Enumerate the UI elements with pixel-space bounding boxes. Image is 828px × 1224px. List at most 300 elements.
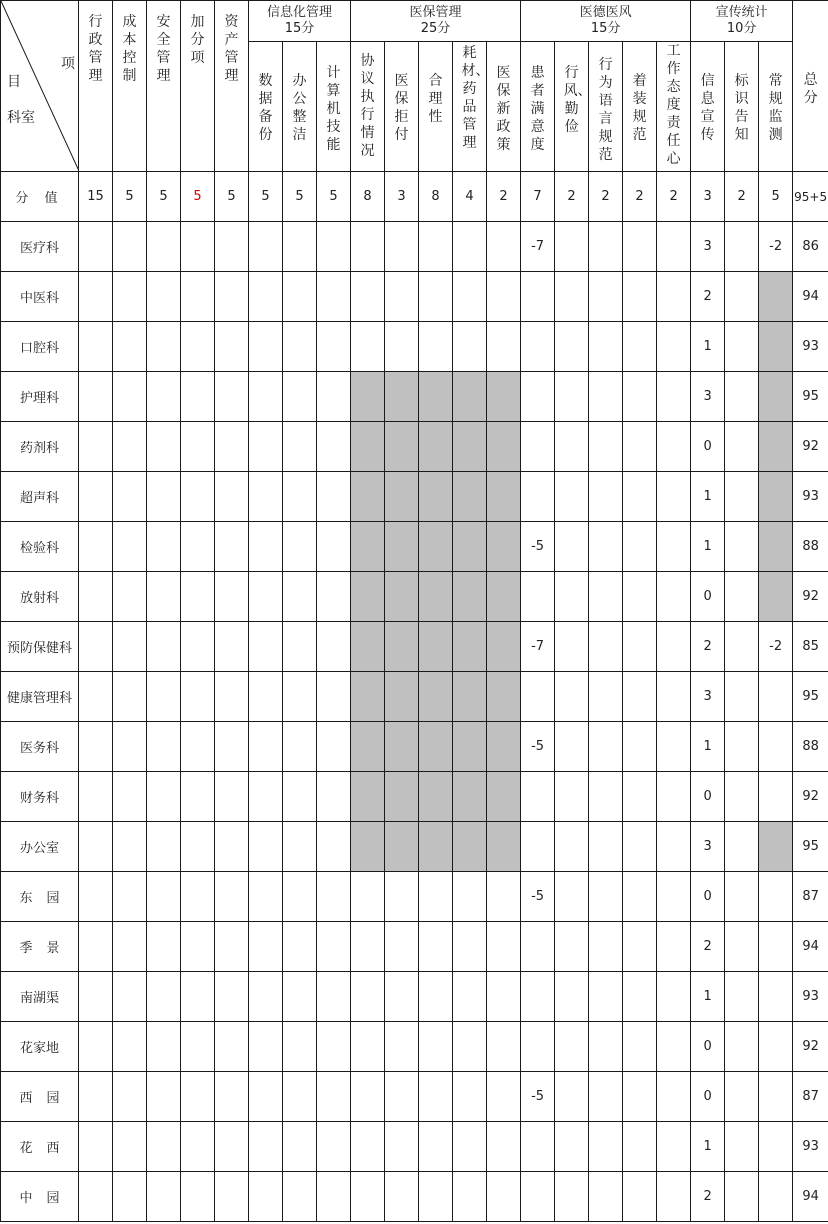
ethics-cell [657,222,691,272]
sub-header-language: 行为语言规范 [589,42,623,172]
ethics-cell [555,522,589,572]
score-cell [283,722,317,772]
table-row [1,572,828,622]
score-cell [215,672,249,722]
ethics-cell [657,1022,691,1072]
score-cell [215,372,249,422]
signage-cell [725,622,759,672]
score-value: 5 [249,172,283,222]
score-cell [317,322,351,372]
medins-cell [419,472,453,522]
signage-cell [725,1072,759,1122]
medins-cell [351,872,385,922]
table-row [1,772,828,822]
medins-cell [487,1172,521,1222]
score-cell [215,622,249,672]
score-value: 5 [215,172,249,222]
info-publicity-cell: 3 [691,822,725,872]
sub-header-info-publicity: 信息宣传 [691,42,725,172]
monitoring-cell [759,522,793,572]
ethics-cell [623,1022,657,1072]
ethics-cell [555,872,589,922]
medins-cell [351,1122,385,1172]
score-cell [181,322,215,372]
medins-cell [453,572,487,622]
score-cell [215,322,249,372]
medins-cell [419,922,453,972]
ethics-cell [589,322,623,372]
score-cell [249,1022,283,1072]
corner-header-cell [1,1,79,172]
medins-cell [487,972,521,1022]
ethics-cell [589,372,623,422]
sub-header-consumables: 耗材、药品管理 [453,42,487,172]
total-cell: 93 [793,1122,828,1172]
score-cell [249,372,283,422]
score-cell [249,622,283,672]
total-cell: 93 [793,322,828,372]
score-cell [215,872,249,922]
ethics-cell [657,322,691,372]
total-cell: 85 [793,622,828,672]
score-cell [147,222,181,272]
info-publicity-cell: 1 [691,722,725,772]
score-value: 15 [79,172,113,222]
ethics-cell [555,1172,589,1222]
table-row [1,972,828,1022]
dept-name-cell: 花西 [1,1122,79,1172]
table-row [1,872,828,922]
score-cell [249,972,283,1022]
score-cell [113,422,147,472]
info-publicity-cell: 1 [691,972,725,1022]
info-publicity-cell: 0 [691,422,725,472]
medins-cell [385,672,419,722]
medins-cell [419,772,453,822]
medins-cell [419,522,453,572]
ethics-cell [589,472,623,522]
signage-cell [725,572,759,622]
medins-cell [487,1122,521,1172]
dept-name-cell: 预防保健科 [1,622,79,672]
medins-cell [351,922,385,972]
sub-header-new-policy: 医保新政策 [487,42,521,172]
medins-cell [351,822,385,872]
signage-cell [725,972,759,1022]
group-header-medical-insurance: 医保管理 25分 [351,1,521,42]
score-cell [147,322,181,372]
medins-cell [385,222,419,272]
medins-cell [487,772,521,822]
score-cell [283,522,317,572]
score-cell [215,272,249,322]
ethics-cell [589,1122,623,1172]
medins-cell [453,1022,487,1072]
score-cell [181,872,215,922]
info-publicity-cell: 2 [691,622,725,672]
score-cell [181,422,215,472]
total-cell: 92 [793,572,828,622]
score-cell [113,972,147,1022]
dept-name-cell: 医务科 [1,722,79,772]
medins-cell [385,522,419,572]
score-cell [249,522,283,572]
table-row [1,822,828,872]
ethics-cell [589,522,623,572]
total-cell: 95 [793,822,828,872]
score-cell [249,422,283,472]
info-publicity-cell: 1 [691,522,725,572]
medins-cell [487,922,521,972]
monitoring-cell [759,1072,793,1122]
ethics-cell [657,422,691,472]
score-cell [249,672,283,722]
score-cell [181,922,215,972]
satisfaction-cell [521,772,555,822]
signage-cell [725,522,759,572]
table-row [1,722,828,772]
score-cell [181,472,215,522]
satisfaction-cell: -5 [521,522,555,572]
sub-header-rejection: 医保拒付 [385,42,419,172]
score-cell [317,1122,351,1172]
score-cell [215,522,249,572]
medins-cell [351,972,385,1022]
sub-header-monitoring: 常规监测 [759,42,793,172]
medins-cell [487,1072,521,1122]
monitoring-cell [759,1122,793,1172]
dept-name-cell: 医疗科 [1,222,79,272]
medins-cell [453,272,487,322]
score-value: 2 [725,172,759,222]
score-cell [283,622,317,672]
score-cell [181,522,215,572]
score-cell [181,972,215,1022]
ethics-cell [589,1022,623,1072]
score-cell [181,222,215,272]
score-cell [181,1072,215,1122]
satisfaction-cell [521,472,555,522]
satisfaction-cell [521,972,555,1022]
medins-cell [385,272,419,322]
medins-cell [385,1122,419,1172]
ethics-cell [657,772,691,822]
score-cell [215,1122,249,1172]
score-cell [147,422,181,472]
medins-cell [385,1022,419,1072]
score-cell [317,472,351,522]
score-cell [283,1122,317,1172]
total-cell: 95 [793,372,828,422]
ethics-cell [623,472,657,522]
score-cell [147,1022,181,1072]
medins-cell [453,1172,487,1222]
info-publicity-cell: 0 [691,1022,725,1072]
signage-cell [725,372,759,422]
medins-cell [419,972,453,1022]
table-row [1,472,828,522]
ethics-cell [623,422,657,472]
medins-cell [419,872,453,922]
medins-cell [419,372,453,422]
monitoring-cell [759,572,793,622]
sub-header-office-tidy: 办公整洁 [283,42,317,172]
score-cell [113,672,147,722]
satisfaction-cell [521,572,555,622]
dept-name-cell: 护理科 [1,372,79,422]
score-cell [317,1022,351,1072]
medins-cell [453,222,487,272]
total-cell: 92 [793,422,828,472]
score-value: 2 [657,172,691,222]
medins-cell [487,672,521,722]
score-cell [317,622,351,672]
satisfaction-cell: -5 [521,722,555,772]
score-cell [181,272,215,322]
signage-cell [725,222,759,272]
score-cell [79,372,113,422]
ethics-cell [589,1172,623,1222]
monitoring-cell [759,322,793,372]
score-cell [79,672,113,722]
signage-cell [725,322,759,372]
sub-header-computer-skill: 计算机技能 [317,42,351,172]
info-publicity-cell: 1 [691,472,725,522]
dept-name-cell: 中园 [1,1172,79,1222]
score-value: 2 [623,172,657,222]
ethics-cell [623,1072,657,1122]
signage-cell [725,472,759,522]
score-cell [181,772,215,822]
ethics-cell [657,1072,691,1122]
medins-cell [419,572,453,622]
medins-cell [351,222,385,272]
monitoring-cell [759,822,793,872]
ethics-cell [555,972,589,1022]
score-cell [181,722,215,772]
score-value: 5 [113,172,147,222]
total-cell: 94 [793,1172,828,1222]
total-cell: 88 [793,722,828,772]
medins-cell [385,1172,419,1222]
satisfaction-cell: -5 [521,872,555,922]
medins-cell [453,972,487,1022]
ethics-cell [589,722,623,772]
satisfaction-cell [521,372,555,422]
score-cell [147,822,181,872]
medins-cell [351,422,385,472]
score-cell [317,522,351,572]
info-publicity-cell: 2 [691,922,725,972]
medins-cell [385,572,419,622]
score-cell [113,872,147,922]
ethics-cell [555,572,589,622]
medins-cell [351,272,385,322]
total-cell: 94 [793,272,828,322]
ethics-cell [555,672,589,722]
score-cell [181,372,215,422]
ethics-cell [657,522,691,572]
score-cell [113,1172,147,1222]
score-cell [317,922,351,972]
monitoring-cell [759,672,793,722]
score-cell [79,1172,113,1222]
monitoring-cell [759,422,793,472]
total-cell: 87 [793,872,828,922]
score-cell [79,922,113,972]
ethics-cell [623,722,657,772]
score-cell [283,472,317,522]
satisfaction-cell [521,1122,555,1172]
score-cell [79,472,113,522]
signage-cell [725,272,759,322]
score-cell [283,922,317,972]
score-cell [317,372,351,422]
ethics-cell [589,422,623,472]
ethics-cell [589,772,623,822]
ethics-cell [623,1122,657,1172]
dept-name-cell: 口腔科 [1,322,79,372]
ethics-cell [657,622,691,672]
medins-cell [351,1072,385,1122]
medins-cell [385,872,419,922]
score-cell [317,422,351,472]
score-cell [113,322,147,372]
medins-cell [385,1072,419,1122]
score-cell [215,1172,249,1222]
score-cell [147,972,181,1022]
score-cell [113,772,147,822]
medins-cell [453,1122,487,1172]
score-cell [113,622,147,672]
dept-name-cell: 超声科 [1,472,79,522]
score-cell [215,1022,249,1072]
table-row [1,1022,828,1072]
ethics-cell [623,222,657,272]
score-cell [147,1172,181,1222]
ethics-cell [589,922,623,972]
score-cell [215,772,249,822]
dept-name-cell: 财务科 [1,772,79,822]
score-cell [79,222,113,272]
monitoring-cell: -2 [759,622,793,672]
medins-cell [385,922,419,972]
info-publicity-cell: 0 [691,572,725,622]
ethics-cell [589,572,623,622]
medins-cell [351,372,385,422]
score-cell [79,622,113,672]
ethics-cell [657,272,691,322]
ethics-cell [623,972,657,1022]
score-cell [317,822,351,872]
score-cell [181,622,215,672]
score-row [1,172,828,222]
dept-name-cell: 放射科 [1,572,79,622]
medins-cell [385,372,419,422]
medins-cell [487,522,521,572]
monitoring-cell [759,272,793,322]
medins-cell [385,722,419,772]
score-cell [113,1072,147,1122]
score-value: 2 [555,172,589,222]
monitoring-cell [759,1022,793,1072]
score-cell [113,222,147,272]
score-cell [215,922,249,972]
score-value: 7 [521,172,555,222]
medins-cell [385,972,419,1022]
col-header-admin: 行政管理 [79,1,113,172]
score-cell [317,222,351,272]
score-cell [317,1072,351,1122]
satisfaction-cell: -7 [521,622,555,672]
score-cell [283,822,317,872]
score-total: 95+5 [793,172,828,222]
info-publicity-cell: 3 [691,222,725,272]
score-cell [215,722,249,772]
score-cell [147,1072,181,1122]
score-cell [317,1172,351,1222]
ethics-cell [657,1122,691,1172]
group-header-publicity: 宣传统计 10分 [691,1,793,42]
table-row [1,422,828,472]
score-value: 5 [147,172,181,222]
medins-cell [487,572,521,622]
ethics-cell [623,922,657,972]
score-cell [215,822,249,872]
ethics-cell [657,572,691,622]
score-value: 5 [317,172,351,222]
medins-cell [419,1122,453,1172]
table-row [1,1122,828,1172]
score-cell [317,672,351,722]
score-cell [181,1022,215,1072]
score-cell [283,272,317,322]
signage-cell [725,722,759,772]
ethics-cell [555,372,589,422]
medins-cell [351,1172,385,1222]
medins-cell [351,622,385,672]
medins-cell [419,722,453,772]
col-header-assets: 资产管理 [215,1,249,172]
group-header-info: 信息化管理 15分 [249,1,351,42]
medins-cell [351,472,385,522]
dept-name-cell: 健康管理科 [1,672,79,722]
total-cell: 92 [793,772,828,822]
sub-header-data-backup: 数据备份 [249,42,283,172]
score-cell [147,472,181,522]
info-publicity-cell: 2 [691,1172,725,1222]
signage-cell [725,1022,759,1072]
monitoring-cell [759,772,793,822]
score-cell [249,322,283,372]
signage-cell [725,822,759,872]
medins-cell [453,922,487,972]
score-value-bonus: 5 [181,172,215,222]
info-publicity-cell: 1 [691,322,725,372]
score-cell [215,1072,249,1122]
info-publicity-cell: 1 [691,1122,725,1172]
medins-cell [487,822,521,872]
total-cell: 93 [793,472,828,522]
monitoring-cell [759,972,793,1022]
sub-header-agreement: 协议执行情况 [351,42,385,172]
score-cell [283,422,317,472]
ethics-cell [657,972,691,1022]
score-cell [249,772,283,822]
medins-cell [453,672,487,722]
score-cell [283,672,317,722]
signage-cell [725,1122,759,1172]
